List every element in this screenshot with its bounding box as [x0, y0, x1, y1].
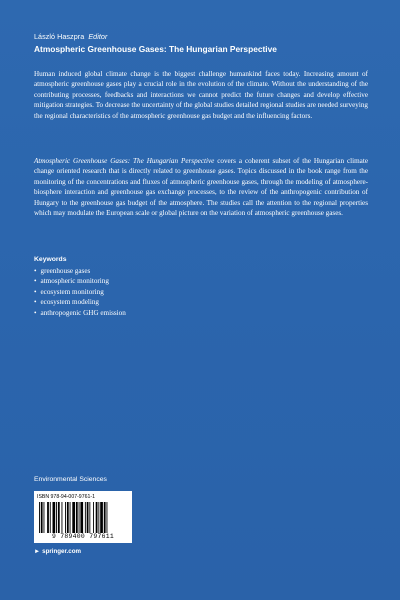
- barcode-stripe: [41, 502, 43, 533]
- barcode-stripe: [47, 502, 49, 533]
- barcode-stripe: [76, 502, 78, 533]
- description-paragraph-2: [34, 156, 368, 218]
- keyword-item: • ecosystem modeling: [34, 297, 126, 307]
- keywords-list: [34, 266, 126, 318]
- barcode-stripe: [65, 502, 66, 533]
- keyword-item: • atmospheric monitoring: [34, 276, 126, 286]
- barcode-stripe: [96, 502, 98, 533]
- barcode-stripe: [56, 502, 57, 533]
- barcode-bars: [38, 502, 128, 533]
- barcode-stripe: [62, 502, 63, 533]
- barcode-stripe: [44, 502, 45, 533]
- keyword-item: • greenhouse gases: [34, 266, 126, 276]
- keywords-heading: Keywords: [34, 256, 67, 263]
- isbn-text: ISBN 978-94-007-9761-1: [37, 494, 95, 500]
- keyword-item: • ecosystem monitoring: [34, 287, 126, 297]
- barcode-stripe: [98, 502, 99, 533]
- arrow-icon: ►: [34, 548, 41, 555]
- barcode-stripe: [93, 502, 94, 533]
- barcode-stripe: [53, 502, 56, 533]
- barcode-stripe: [80, 502, 83, 533]
- barcode-digits: 9 789400 797611: [51, 533, 115, 540]
- isbn-barcode: [34, 491, 132, 543]
- publisher-url: springer.com: [42, 548, 81, 555]
- publisher-link[interactable]: [34, 548, 81, 555]
- barcode-stripe: [89, 502, 90, 533]
- description-italic-title: Atmospheric Greenhouse Gases: The Hungarian Perspective: [34, 157, 215, 165]
- editor-name: László Haszpra: [34, 32, 85, 41]
- description-paragraph-2-text: covers a coherent subset of the Hungarian climate change oriented research that is directly related to greenhouse gases. Topics discussed in the book range from the monitoring of the concentrations and fluxes of atmospheric greenhouse gases, through the modeling of atmosphere-biosphere interaction and greenhouse gas exchange processes, to the review of the anthropogenic contribution of Hungary to the greenhouse gas budget of the atmosphere. The studies call the attention to the regional properties which may modulate the European scale or global picture on the variation of atmospheric greenhouse gases.: [34, 157, 368, 218]
- barcode-stripe: [58, 502, 60, 533]
- series-label: Environmental Sciences: [34, 476, 107, 483]
- barcode-stripe: [107, 502, 108, 533]
- editor-line: [34, 32, 107, 41]
- barcode-stripe: [39, 502, 40, 533]
- editor-role: Editor: [88, 32, 108, 41]
- barcode-stripe: [85, 502, 86, 533]
- description-paragraph-1: Human induced global climate change is the biggest challenge humankind faces today. Increasing amount of atmospheric greenhouse gases play a crucial role in the evolution of the climate. Without the understanding of the contributing processes, feedbacks and interactions we cannot predict the future changes and develop effective mitigation strategies. To decrease the uncertainty of the global studies detailed regional studies are needed surveying the regional characteristics of the atmospheric greenhouse gas budget and the influencing factors.: [34, 70, 368, 120]
- barcode-stripe: [100, 502, 103, 533]
- book-title: Atmospheric Greenhouse Gases: The Hungarian Perspective: [34, 44, 277, 54]
- barcode-stripe: [72, 502, 75, 533]
- barcode-stripe: [87, 502, 89, 533]
- barcode-stripe: [104, 502, 106, 533]
- barcode-stripe: [79, 502, 80, 533]
- keyword-item: • anthropogenic GHG emission: [34, 308, 126, 318]
- barcode-stripe: [70, 502, 71, 533]
- barcode-stripes: [39, 502, 107, 533]
- barcode-stripe: [67, 502, 69, 533]
- barcode-stripe: [50, 502, 51, 533]
